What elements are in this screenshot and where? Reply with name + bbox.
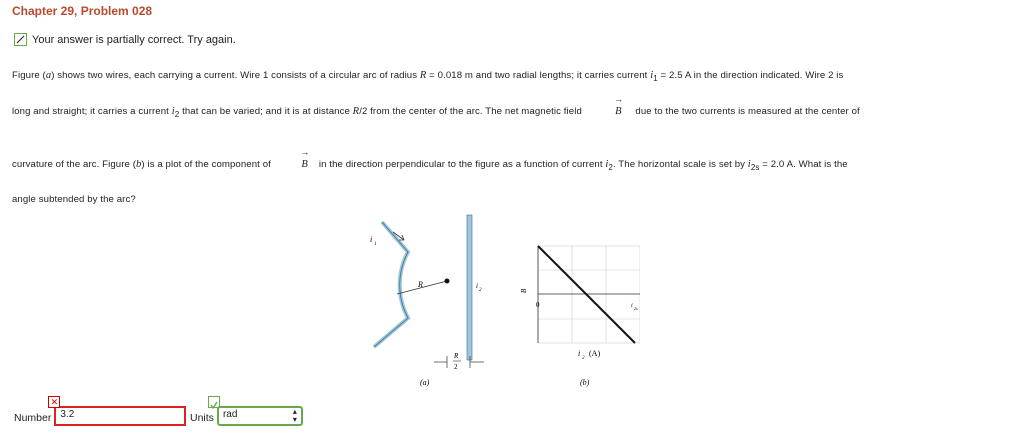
axis-label-unit: (A) bbox=[589, 349, 601, 358]
plot-b bbox=[538, 246, 640, 343]
label-r: R bbox=[418, 280, 423, 289]
label-i2-sub: 2 bbox=[479, 288, 482, 293]
arc-center-dot bbox=[445, 279, 450, 284]
tick-i2s-sub: 2s bbox=[634, 306, 638, 311]
axis-zero: 0 bbox=[536, 301, 540, 309]
units-select-value: rad bbox=[222, 409, 238, 420]
label-i2: i bbox=[476, 282, 478, 290]
axis-label-i2-sub: 2 bbox=[582, 356, 585, 361]
status-text: Your answer is partially correct. Try again. bbox=[32, 33, 236, 46]
units-label: Units bbox=[190, 412, 214, 424]
problem-figure bbox=[360, 210, 640, 395]
problem-line-1: Figure (a) shows two wires, each carrying a current. Wire 1 consists of a circular arc of radius R = 0.018 m and two radial lengths; it carries current $i_1 = 2.5$ A in the direction indicated. Wire 2 is bbox=[12, 70, 844, 83]
units-answer-group bbox=[190, 404, 303, 426]
tick-i2s: i bbox=[631, 303, 633, 309]
answer-status bbox=[14, 33, 236, 46]
problem-line-3: curvature of the arc. Figure (b) is a plot of the component of → B in the direction perpendicular to the figure as a function of current $i_2$. The horizontal scale is set by $i_{2s} = 2.0$ A. What is the bbox=[12, 159, 848, 172]
page-title: Chapter 29, Problem 028 bbox=[12, 4, 153, 18]
label-i1-sub: 1 bbox=[374, 242, 377, 247]
incorrect-x-icon: ✕ bbox=[48, 396, 60, 408]
select-arrows-icon: ▴ ▾ bbox=[292, 407, 297, 424]
vector-b-symbol: → B bbox=[615, 106, 622, 117]
units-select[interactable] bbox=[217, 406, 303, 426]
label-half-den: 2 bbox=[454, 363, 458, 371]
axis-label-b: B bbox=[520, 288, 528, 293]
label-i1: i bbox=[370, 235, 373, 244]
label-b: (b) bbox=[580, 378, 590, 387]
dimension-r-half bbox=[434, 356, 484, 368]
wire-2 bbox=[467, 215, 472, 360]
number-label: Number bbox=[14, 412, 52, 424]
label-half-num: R bbox=[454, 352, 459, 360]
problem-line-2: long and straight; it carries a current $i_2$ that can be varied; and it is at distance R/2 from the center of the arc. The net magnetic field → B due to the two currents is measured at the center of bbox=[12, 106, 860, 119]
problem-line-4: angle subtended by the arc? bbox=[12, 194, 136, 205]
number-input[interactable]: 3.2 bbox=[54, 406, 186, 426]
label-a: (a) bbox=[420, 378, 430, 387]
axis-label-i2: i bbox=[578, 349, 581, 358]
vector-b-symbol-2: → B bbox=[301, 159, 308, 170]
number-answer-group bbox=[14, 397, 186, 426]
wire-1-arc bbox=[374, 222, 408, 347]
partial-check-icon bbox=[14, 33, 27, 46]
